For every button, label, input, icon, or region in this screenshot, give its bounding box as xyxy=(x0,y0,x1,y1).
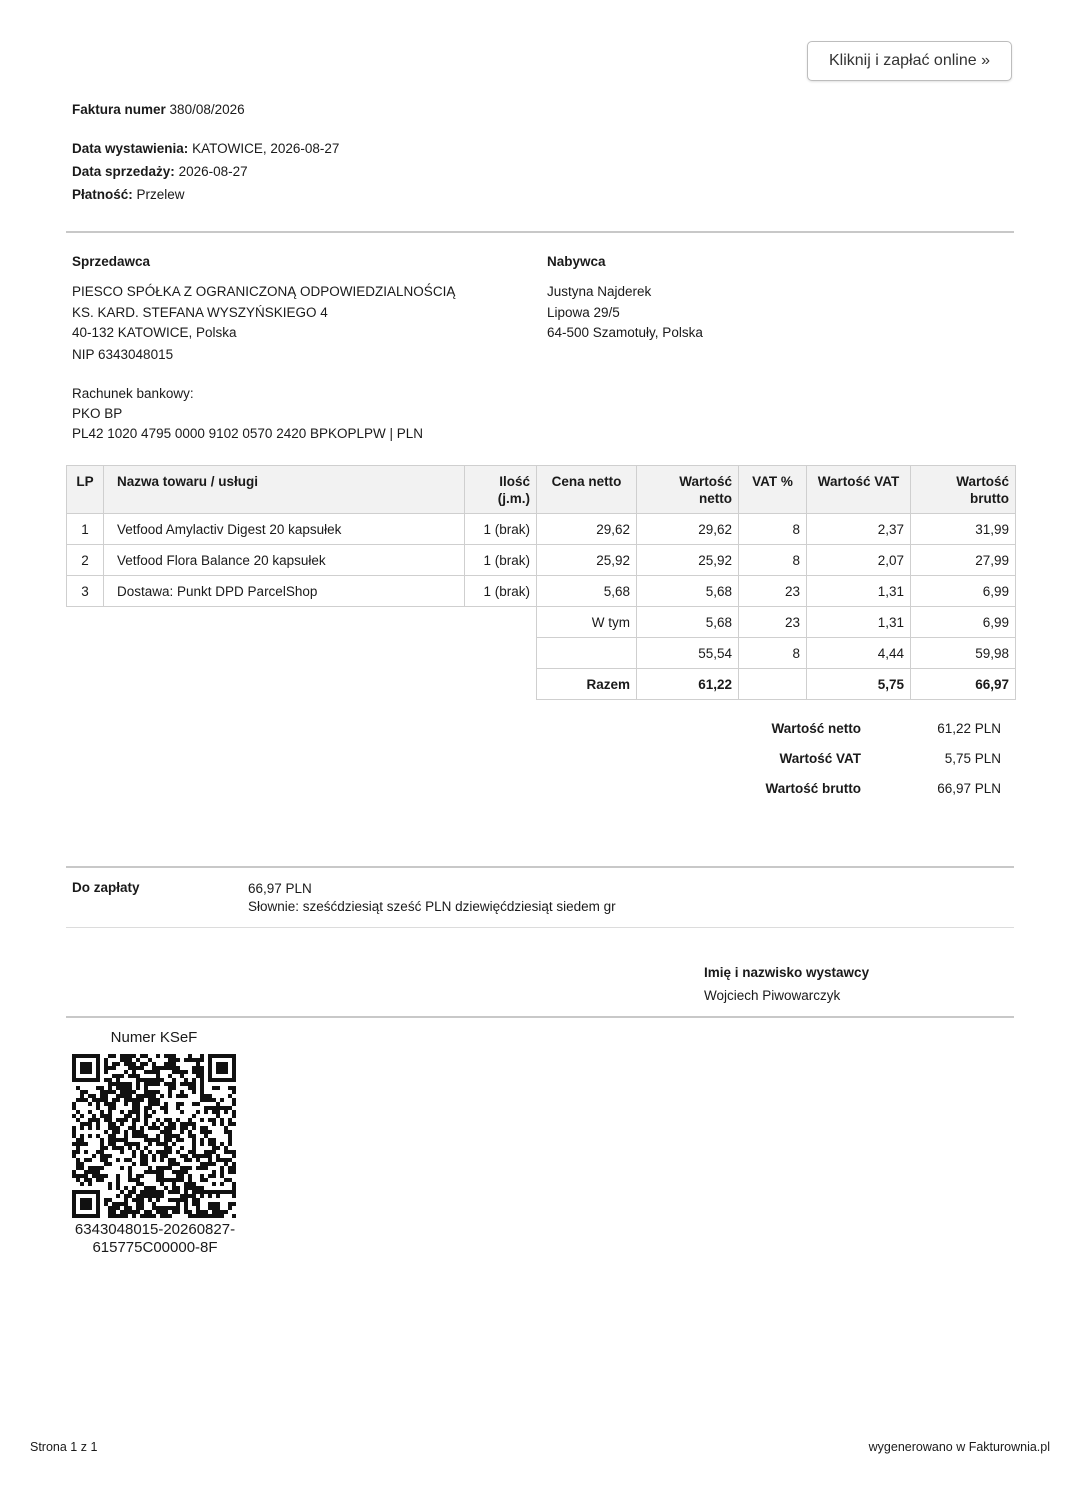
col-gross: Wartość brutto xyxy=(911,466,1016,514)
invoice-number-value: 380/08/2026 xyxy=(169,102,245,117)
buyer-block xyxy=(547,251,703,344)
cell-qty: 1 (brak) xyxy=(465,514,537,545)
cell-price: 5,68 xyxy=(537,576,637,607)
to-pay-label: Do zapłaty xyxy=(72,880,140,895)
breakdown-gross: 6,99 xyxy=(911,607,1016,638)
seller-block xyxy=(72,251,455,443)
bank-label: Rachunek bankowy: xyxy=(72,385,194,401)
cell-gross: 31,99 xyxy=(911,514,1016,545)
divider xyxy=(66,927,1014,928)
issuer-name: Wojciech Piwowarczyk xyxy=(704,988,841,1003)
cell-gross: 27,99 xyxy=(911,545,1016,576)
page-number: Strona 1 z 1 xyxy=(30,1440,98,1454)
payment-method xyxy=(72,184,185,206)
cell-vat: 2,37 xyxy=(807,514,911,545)
ksef-qr-code xyxy=(72,1054,236,1218)
divider xyxy=(66,1016,1014,1018)
total-gross: 66,97 xyxy=(911,669,1016,700)
breakdown-label xyxy=(537,638,637,669)
issue-date xyxy=(72,138,339,160)
ksef-label: Numer KSeF xyxy=(110,1029,198,1046)
total-vat: 5,75 xyxy=(807,669,911,700)
cell-lp: 1 xyxy=(67,514,104,545)
qr-modules xyxy=(72,1054,236,1218)
cell-qty: 1 (brak) xyxy=(465,545,537,576)
cell-vat: 1,31 xyxy=(807,576,911,607)
sale-date xyxy=(72,161,248,183)
cell-qty: 1 (brak) xyxy=(465,576,537,607)
table-row xyxy=(67,576,1016,607)
cell-name: Dostawa: Punkt DPD ParcelShop xyxy=(104,576,465,607)
ksef-number-line2: 615775C00000-8F xyxy=(92,1239,218,1256)
summary-gross-value: 66,97 PLN xyxy=(937,781,1001,796)
total-label: Razem xyxy=(537,669,637,700)
summary-net-value: 61,22 PLN xyxy=(937,721,1001,736)
breakdown-row xyxy=(67,638,1016,669)
col-name: Nazwa towaru / usługi xyxy=(104,466,465,514)
breakdown-vat: 4,44 xyxy=(807,638,911,669)
ksef-number xyxy=(60,1221,250,1257)
seller-city: 40-132 KATOWICE, Polska xyxy=(72,325,237,340)
sale-date-label: Data sprzedaży: xyxy=(72,164,175,179)
buyer-name: Justyna Najderek xyxy=(547,284,652,299)
issue-date-label: Data wystawienia: xyxy=(72,141,189,156)
table-row xyxy=(67,514,1016,545)
col-price: Cena netto xyxy=(537,466,637,514)
total-net: 61,22 xyxy=(637,669,739,700)
invoice-number-label: Faktura numer xyxy=(72,102,166,117)
seller-street: KS. KARD. STEFANA WYSZYŃSKIEGO 4 xyxy=(72,304,328,320)
col-vatp: VAT % xyxy=(739,466,807,514)
total-row xyxy=(67,669,1016,700)
issuer-label: Imię i nazwisko wystawcy xyxy=(704,965,870,980)
issuer-block xyxy=(704,961,869,1007)
payment-method-value: Przelew xyxy=(136,187,185,202)
cell-gross: 6,99 xyxy=(911,576,1016,607)
cell-name: Vetfood Amylactiv Digest 20 kapsułek xyxy=(104,514,465,545)
col-lp: LP xyxy=(67,466,104,514)
sale-date-value: 2026-08-27 xyxy=(178,164,248,179)
summary-gross-label: Wartość brutto xyxy=(765,781,861,796)
cell-vatp: 23 xyxy=(739,576,807,607)
cell-vatp: 8 xyxy=(739,514,807,545)
buyer-city: 64-500 Szamotuły, Polska xyxy=(547,325,703,340)
breakdown-label: W tym xyxy=(537,607,637,638)
breakdown-net: 55,54 xyxy=(637,638,739,669)
cell-vat: 2,07 xyxy=(807,545,911,576)
table-header-row xyxy=(67,466,1016,514)
seller-heading: Sprzedawca xyxy=(72,254,151,269)
cell-price: 29,62 xyxy=(537,514,637,545)
col-qty: Ilość (j.m.) xyxy=(465,466,537,514)
divider xyxy=(66,866,1014,868)
to-pay-block xyxy=(248,880,616,916)
divider xyxy=(66,231,1014,233)
cell-price: 25,92 xyxy=(537,545,637,576)
cell-lp: 3 xyxy=(67,576,104,607)
invoice-number xyxy=(72,99,245,121)
items-table xyxy=(66,465,1016,700)
breakdown-row xyxy=(67,607,1016,638)
summary-vat-value: 5,75 PLN xyxy=(944,751,1001,766)
pay-online-button[interactable]: Kliknij i zapłać online » xyxy=(807,41,1012,81)
payment-method-label: Płatność: xyxy=(72,187,133,202)
breakdown-gross: 59,98 xyxy=(911,638,1016,669)
to-pay-amount: 66,97 PLN xyxy=(248,881,312,896)
summary-vat-label: Wartość VAT xyxy=(779,751,861,766)
cell-net: 29,62 xyxy=(637,514,739,545)
buyer-heading: Nabywca xyxy=(547,254,606,269)
cell-lp: 2 xyxy=(67,545,104,576)
col-net: Wartość netto xyxy=(637,466,739,514)
cell-name: Vetfood Flora Balance 20 kapsułek xyxy=(104,545,465,576)
seller-nip: NIP 6343048015 xyxy=(72,346,174,362)
ksef-number-line1: 6343048015-20260827- xyxy=(74,1221,236,1238)
cell-net: 5,68 xyxy=(637,576,739,607)
buyer-street: Lipowa 29/5 xyxy=(547,304,620,320)
table-row xyxy=(67,545,1016,576)
breakdown-vatp: 23 xyxy=(739,607,807,638)
cell-vatp: 8 xyxy=(739,545,807,576)
breakdown-net: 5,68 xyxy=(637,607,739,638)
bank-name: PKO BP xyxy=(72,406,123,421)
seller-name: PIESCO SPÓŁKA Z OGRANICZONĄ ODPOWIEDZIALNOŚCIĄ xyxy=(72,284,456,299)
generated-by: wygenerowano w Fakturownia.pl xyxy=(868,1440,1050,1454)
bank-iban: PL42 1020 4795 0000 9102 0570 2420 BPKOPLPW | PLN xyxy=(72,425,424,441)
col-vat: Wartość VAT xyxy=(807,466,911,514)
to-pay-words: Słownie: sześćdziesiąt sześć PLN dziewięćdziesiąt siedem gr xyxy=(248,899,616,914)
issue-date-value: KATOWICE, 2026-08-27 xyxy=(192,141,340,156)
summary-net-label: Wartość netto xyxy=(771,721,861,736)
breakdown-vat: 1,31 xyxy=(807,607,911,638)
cell-net: 25,92 xyxy=(637,545,739,576)
total-vatp xyxy=(739,669,807,700)
breakdown-vatp: 8 xyxy=(739,638,807,669)
